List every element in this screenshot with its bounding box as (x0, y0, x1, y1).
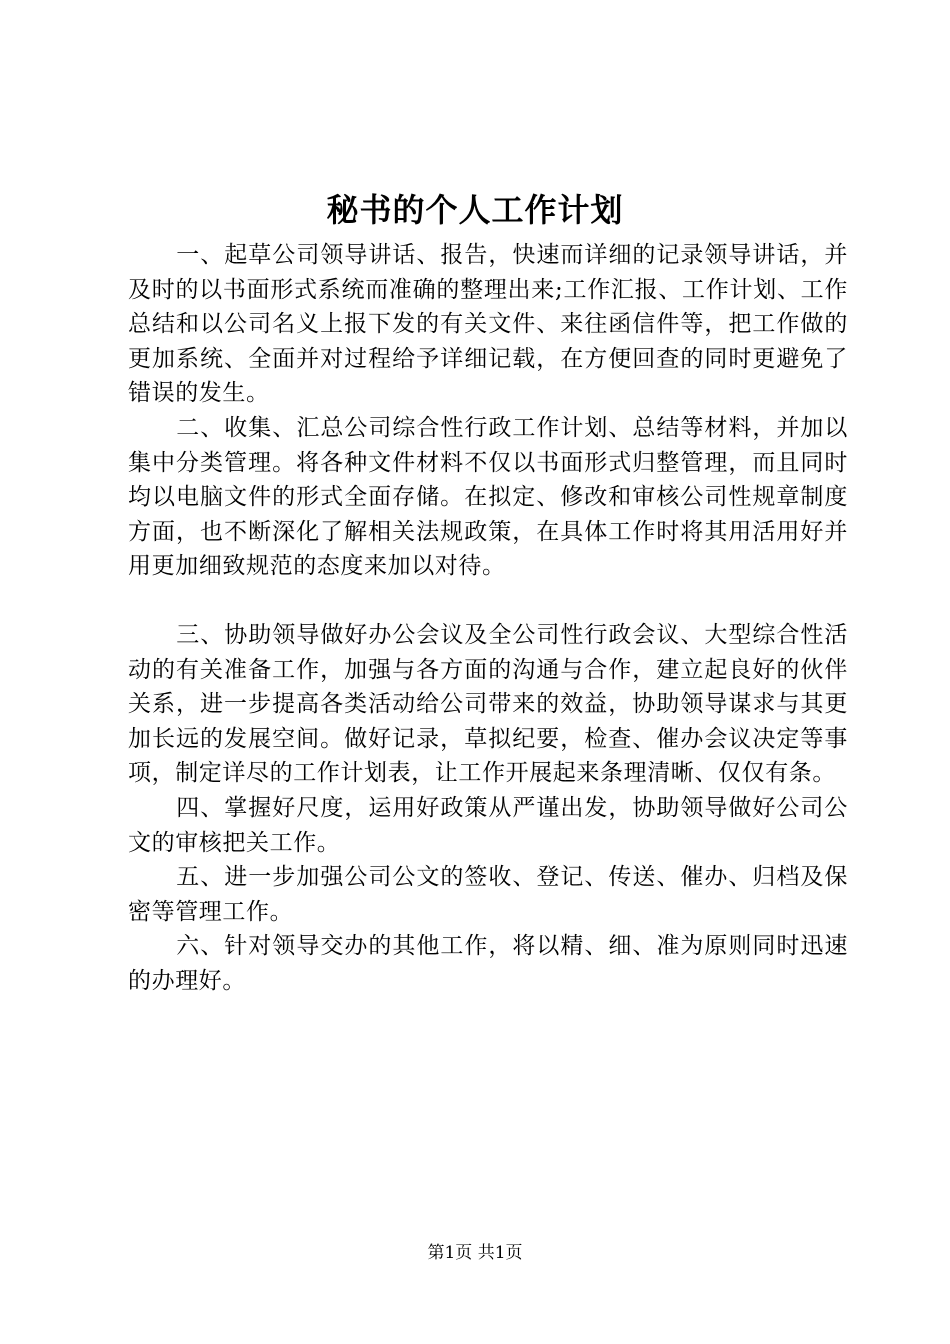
paragraph-4: 四、掌握好尺度，运用好政策从严谨出发，协助领导做好公司公文的审核把关工作。 (128, 794, 848, 856)
paragraph-6: 六、针对领导交办的其他工作，将以精、细、准为原则同时迅速的办理好。 (128, 933, 848, 994)
paragraph-5: 五、进一步加强公司公文的签收、登记、传送、催办、归档及保密等管理工作。 (128, 864, 848, 925)
paragraph-3: 三、协助领导做好办公会议及全公司性行政会议、大型综合性活动的有关准备工作，加强与各方面的沟通与合作，建立起良好的伙伴关系，进一步提高各类活动给公司带来的效益，协助领导谋求与其更加长远的发展空间。做好记录，草拟纪要，检查、催办会议决定等事项，制定详尽的工作计划表，让工作开展起来条理清晰、仅仅有条。 (128, 621, 848, 787)
document-body (128, 238, 848, 998)
document-title: 秘书的个人工作计划 (326, 191, 624, 229)
paragraph-1: 一、起草公司领导讲话、报告，快速而详细的记录领导讲话，并及时的以书面形式系统而准确的整理出来;工作汇报、工作计划、工作总结和以公司名义上报下发的有关文件、来往函信件等，把工作做的更加系统、全面并对过程给予详细记载，在方便回查的同时更避免了错误的发生。 (128, 242, 848, 407)
page-footer: 第1页 共1页 (427, 1243, 523, 1263)
paragraph-2: 二、收集、汇总公司综合性行政工作计划、总结等材料，并加以集中分类管理。将各种文件材料不仅以书面形式归整管理，而且同时均以电脑文件的形式全面存储。在拟定、修改和审核公司性规章制度方面，也不断深化了解相关法规政策，在具体工作时将其用活用好并用更加细致规范的态度来加以对待。 (128, 414, 848, 580)
